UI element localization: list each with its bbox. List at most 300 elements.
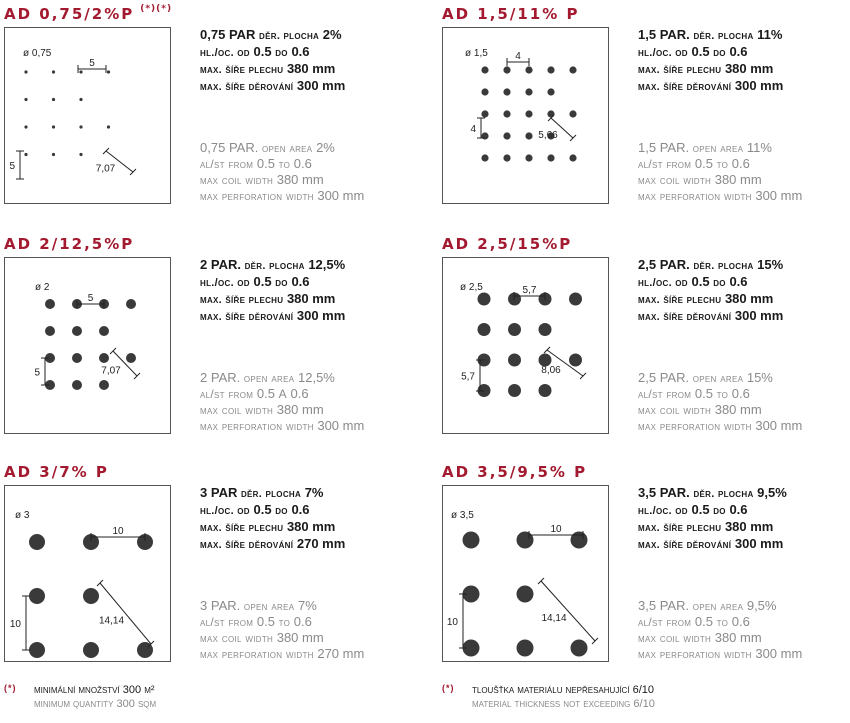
- hole: [45, 326, 55, 336]
- spec-material-line: [200, 156, 364, 172]
- hole: [29, 534, 45, 550]
- coil-width-label: max. šíře plechu: [638, 522, 722, 534]
- thickness-from: 0.5: [253, 44, 272, 59]
- spec-coil-line: [638, 291, 783, 308]
- perforation-width-value: 300 mm: [734, 78, 784, 93]
- hole: [503, 66, 510, 73]
- footnote: [4, 684, 404, 714]
- perforation-diagram: [4, 485, 171, 662]
- hole: [481, 132, 488, 139]
- perforation-width-value: 270 mm: [296, 536, 346, 551]
- perforation-width-value: 300 mm: [734, 536, 784, 551]
- thickness-from: 0.5: [691, 274, 710, 289]
- thickness-from: 0.5: [256, 386, 275, 401]
- spec-par-line: [638, 140, 802, 156]
- panel-title-text: AD 2,5/15%P: [442, 235, 573, 253]
- spec-par-line: [638, 370, 802, 386]
- perforation-width-value: 300 mm: [296, 78, 346, 93]
- spec-coil-line: [638, 61, 783, 78]
- spec-material-line: [638, 274, 783, 291]
- spec-english: [638, 140, 802, 204]
- thickness-to-label: do: [275, 47, 288, 59]
- spec-czech: [200, 485, 345, 553]
- hole: [525, 132, 532, 139]
- pitch-label: 5: [87, 293, 94, 304]
- spec-material-line: [638, 44, 783, 61]
- hole: [107, 70, 110, 73]
- spec-material-line: [638, 386, 802, 402]
- thickness-to: 0.6: [731, 156, 750, 171]
- par-label: PAR.: [210, 598, 241, 613]
- footnote-mark: (*): [442, 683, 455, 693]
- par-label: PAR.: [659, 140, 690, 155]
- open-area-value: 15%: [746, 370, 773, 385]
- thickness-from: 0.5: [256, 614, 275, 629]
- panel-title: [4, 5, 172, 23]
- hole: [24, 153, 27, 156]
- par-value: 1,5: [638, 140, 657, 155]
- perforation-diagram: [442, 485, 609, 662]
- panel-title-footnote-mark: (*)(*): [140, 4, 173, 14]
- diameter-label: ø 2: [35, 282, 50, 293]
- open-area-label: open area: [692, 371, 744, 385]
- par-value: 2: [200, 370, 208, 385]
- thickness-from: 0.5: [694, 386, 713, 401]
- diagonal-label: 7,07: [101, 365, 121, 377]
- spec-material-line: [638, 614, 802, 630]
- spec-par-line: [638, 485, 787, 502]
- spec-par-line: [200, 598, 364, 614]
- hole-pattern: [443, 486, 608, 661]
- vertical-label: 10: [446, 617, 458, 628]
- hole: [547, 88, 554, 95]
- hole: [547, 110, 554, 117]
- hole: [79, 125, 82, 128]
- panel-title-text: AD 0,75/2%P: [4, 5, 135, 23]
- thickness-to: 0.6: [290, 386, 309, 401]
- spec-czech: [200, 257, 345, 325]
- pitch-label: 5,7: [522, 285, 537, 296]
- spec-par-line: [200, 27, 345, 44]
- par-label: PAR.: [659, 485, 690, 500]
- thickness-to: 0.6: [291, 502, 310, 517]
- hole: [508, 384, 521, 397]
- thickness-to: 0.6: [293, 614, 312, 629]
- material-label: al/st from: [200, 387, 254, 401]
- thickness-from: 0.5: [253, 274, 272, 289]
- spec-par-line: [200, 257, 345, 274]
- perforation-diagram: [442, 27, 609, 204]
- hole: [481, 110, 488, 117]
- hole: [83, 588, 99, 604]
- footnote-english: material thickness not exceeding 6/10: [472, 698, 655, 710]
- hole: [52, 98, 55, 101]
- perforation-diagram: [4, 257, 171, 434]
- hole: [52, 125, 55, 128]
- perforation-width-label: max perforation width: [200, 647, 314, 661]
- perforation-width-label: max. šíře děrování: [638, 311, 732, 323]
- coil-width-value: 380 mm: [714, 402, 762, 417]
- thickness-from: 0.5: [256, 156, 275, 171]
- par-value: 3,5: [638, 598, 657, 613]
- open-area-label: open area: [243, 371, 295, 385]
- hole: [525, 88, 532, 95]
- hole-pattern: [5, 486, 170, 661]
- spec-coil-line: [200, 519, 345, 536]
- pitch-label: 4: [515, 51, 521, 62]
- open-area-label: open area: [692, 599, 744, 613]
- open-area-value: 2%: [322, 27, 342, 42]
- thickness-to-label: do: [713, 505, 726, 517]
- diameter-label: ø 3,5: [451, 510, 474, 521]
- spec-czech: [200, 27, 345, 95]
- hole: [503, 88, 510, 95]
- thickness-from: 0.5: [691, 44, 710, 59]
- thickness-to-label: to: [278, 615, 291, 629]
- vertical-label: 4: [470, 124, 476, 135]
- par-value: 2,5: [638, 257, 657, 272]
- hole: [571, 640, 588, 657]
- thickness-to: 0.6: [729, 274, 748, 289]
- perforation-width-value: 300 mm: [734, 308, 784, 323]
- spec-english: [200, 370, 364, 434]
- diameter-label: ø 1,5: [465, 48, 488, 59]
- spec-material-line: [200, 386, 364, 402]
- par-label: PAR.: [659, 27, 690, 42]
- spec-par-line: [200, 140, 364, 156]
- thickness-to: 0.6: [293, 156, 312, 171]
- hole: [107, 125, 110, 128]
- diagonal-label: 8,06: [541, 365, 561, 376]
- hole: [79, 153, 82, 156]
- thickness-to: 0.6: [729, 502, 748, 517]
- spec-perf-line: [200, 308, 345, 325]
- par-value: 3: [200, 598, 208, 613]
- spec-coil-line: [200, 172, 364, 188]
- spec-perf-line: [638, 536, 787, 553]
- panel-title: [442, 235, 572, 253]
- hole: [517, 640, 534, 657]
- hole-pattern: [443, 28, 608, 203]
- thickness-to: 0.6: [729, 44, 748, 59]
- coil-width-value: 380 mm: [714, 630, 762, 645]
- hole: [481, 66, 488, 73]
- thickness-to-label: do: [713, 277, 726, 289]
- hole: [478, 323, 491, 336]
- thickness-to: 0.6: [291, 274, 310, 289]
- perforation-width-label: max perforation width: [638, 189, 752, 203]
- hole: [83, 642, 99, 658]
- hole: [508, 323, 521, 336]
- hole: [508, 354, 521, 367]
- open-area-value: 2%: [316, 140, 335, 155]
- hole: [503, 110, 510, 117]
- panel-title-text: AD 2/12,5%P: [4, 235, 135, 253]
- diagonal-label: 5,66: [538, 130, 558, 141]
- par-value: 3: [200, 485, 208, 500]
- spec-perf-line: [200, 536, 345, 553]
- perforation-width-value: 300 mm: [755, 646, 803, 661]
- hole-pattern: [443, 258, 608, 433]
- par-value: 1,5: [638, 27, 657, 42]
- hole: [517, 586, 534, 603]
- spec-material-line: [638, 502, 787, 519]
- open-area-value: 7%: [298, 598, 317, 613]
- par-label: PAR.: [210, 370, 241, 385]
- thickness-to-label: to: [278, 157, 291, 171]
- coil-width-label: max. šíře plechu: [638, 294, 722, 306]
- hole: [24, 98, 27, 101]
- spec-perf-line: [638, 646, 802, 662]
- hole: [72, 380, 82, 390]
- hole: [547, 66, 554, 73]
- hole: [478, 293, 491, 306]
- thickness-from: 0.5: [253, 502, 272, 517]
- pitch-label: 10: [112, 526, 124, 537]
- perforation-width-value: 270 mm: [317, 646, 365, 661]
- diagonal-label: 7,07: [95, 163, 116, 175]
- pitch-label: 10: [550, 524, 562, 535]
- hole: [503, 154, 510, 161]
- hole: [29, 642, 45, 658]
- spec-english: [638, 598, 802, 662]
- hole: [525, 110, 532, 117]
- coil-width-label: max. šíře plechu: [200, 522, 284, 534]
- coil-width-label: max coil width: [638, 403, 712, 417]
- spec-coil-line: [200, 402, 364, 418]
- open-area-value: 11%: [757, 27, 783, 42]
- hole: [569, 66, 576, 73]
- vertical-label: 5: [34, 367, 40, 379]
- hole: [99, 380, 109, 390]
- perforation-width-label: max. šíře děrování: [200, 81, 294, 93]
- hole: [24, 70, 27, 73]
- material-label: hl./oc. od: [200, 277, 250, 289]
- hole: [547, 154, 554, 161]
- coil-width-value: 380 mm: [276, 630, 324, 645]
- par-label: PAR: [228, 27, 256, 42]
- thickness-to-label: do: [275, 277, 288, 289]
- diagonal-dimension-line: [100, 583, 151, 644]
- panel-title-text: AD 3,5/9,5% P: [442, 463, 588, 481]
- par-value: 2: [200, 257, 208, 272]
- perforation-width-label: max. šíře děrování: [638, 81, 732, 93]
- coil-width-label: max. šíře plechu: [200, 64, 284, 76]
- spec-par-line: [638, 257, 783, 274]
- par-value: 3,5: [638, 485, 657, 500]
- perforation-width-label: max perforation width: [638, 647, 752, 661]
- spec-coil-line: [200, 630, 364, 646]
- hole: [517, 532, 534, 549]
- spec-perf-line: [200, 188, 364, 204]
- coil-width-value: 380 mm: [286, 519, 336, 534]
- footnote: [442, 684, 842, 714]
- spec-czech: [638, 485, 787, 553]
- hole: [481, 154, 488, 161]
- thickness-to: 0.6: [731, 614, 750, 629]
- open-area-label: děr. plocha: [244, 260, 305, 272]
- material-label: al/st from: [638, 387, 692, 401]
- open-area-label: děr. plocha: [259, 30, 320, 42]
- coil-width-value: 380 mm: [714, 172, 762, 187]
- coil-width-value: 380 mm: [276, 172, 324, 187]
- open-area-label: open area: [692, 141, 744, 155]
- spec-english: [638, 370, 802, 434]
- hole: [45, 299, 55, 309]
- coil-width-value: 380 mm: [724, 61, 774, 76]
- open-area-value: 15%: [757, 257, 784, 272]
- open-area-label: děr. plocha: [240, 488, 302, 500]
- hole: [79, 70, 82, 73]
- spec-material-line: [200, 44, 345, 61]
- footnote-czech: tloušťka materiálu nepřesahující 6/10: [472, 684, 655, 696]
- perforation-width-label: max perforation width: [638, 419, 752, 433]
- hole: [525, 154, 532, 161]
- open-area-value: 12,5%: [308, 257, 346, 272]
- thickness-to: 0.6: [731, 386, 750, 401]
- spec-perf-line: [200, 78, 345, 95]
- perforation-width-label: max perforation width: [200, 419, 314, 433]
- open-area-value: 9,5%: [746, 598, 777, 613]
- hole: [539, 323, 552, 336]
- perforation-width-value: 300 mm: [317, 188, 365, 203]
- open-area-value: 11%: [746, 140, 772, 155]
- hole: [126, 299, 136, 309]
- par-label: PAR.: [210, 257, 241, 272]
- open-area-value: 9,5%: [757, 485, 787, 500]
- spec-czech: [638, 27, 783, 95]
- diagonal-dimension-line: [541, 581, 595, 641]
- thickness-from: 0.5: [694, 156, 713, 171]
- par-value: 0,75: [200, 140, 226, 155]
- footnote-english: minimum quantity 300 sqm: [34, 698, 157, 710]
- diagonal-label: 14,14: [541, 613, 567, 624]
- material-label: hl./oc. od: [200, 505, 250, 517]
- thickness-from: 0.5: [694, 614, 713, 629]
- coil-width-label: max. šíře plechu: [638, 64, 722, 76]
- spec-perf-line: [638, 78, 783, 95]
- perforation-width-value: 300 mm: [317, 418, 365, 433]
- par-value: 0,75: [200, 27, 226, 42]
- par-label: PAR.: [659, 598, 690, 613]
- perforation-width-label: max. šíře děrování: [638, 539, 732, 551]
- thickness-to-label: do: [275, 505, 288, 517]
- par-value: 2,5: [638, 370, 657, 385]
- open-area-label: open area: [243, 599, 295, 613]
- spec-coil-line: [200, 61, 345, 78]
- footnote-czech: minimální množství 300 m²: [34, 684, 155, 696]
- diagonal-label: 14,14: [98, 615, 125, 627]
- hole: [52, 70, 55, 73]
- panel-title: [442, 463, 587, 481]
- spec-material-line: [200, 502, 345, 519]
- open-area-label: děr. plocha: [693, 30, 754, 42]
- perforation-width-label: max. šíře děrování: [200, 311, 294, 323]
- perforation-width-value: 300 mm: [755, 418, 803, 433]
- material-label: hl./oc. od: [638, 277, 688, 289]
- spec-perf-line: [638, 418, 802, 434]
- par-label: PAR.: [659, 257, 690, 272]
- thickness-to-label: to: [716, 387, 729, 401]
- open-area-value: 7%: [304, 485, 324, 500]
- panel-title-text: AD 3/7% P: [4, 463, 109, 481]
- par-label: PAR.: [228, 140, 259, 155]
- thickness-to-label: do: [713, 47, 726, 59]
- spec-material-line: [200, 274, 345, 291]
- material-label: al/st from: [200, 157, 254, 171]
- panel-title: [4, 235, 134, 253]
- hole: [52, 153, 55, 156]
- spec-perf-line: [638, 188, 802, 204]
- thickness-to-label: A: [278, 387, 287, 401]
- hole: [481, 88, 488, 95]
- hole: [24, 125, 27, 128]
- spec-coil-line: [638, 519, 787, 536]
- coil-width-value: 380 mm: [724, 519, 774, 534]
- footnote-mark: (*): [4, 683, 17, 693]
- hole: [525, 66, 532, 73]
- diameter-label: ø 2,5: [460, 282, 483, 293]
- vertical-label: 5: [9, 161, 15, 172]
- open-area-label: děr. plocha: [693, 488, 754, 500]
- perforation-width-value: 300 mm: [755, 188, 803, 203]
- coil-width-label: max coil width: [638, 631, 712, 645]
- panel-title: [4, 463, 109, 481]
- hole: [569, 110, 576, 117]
- open-area-value: 12,5%: [298, 370, 335, 385]
- spec-par-line: [200, 370, 364, 386]
- spec-czech: [638, 257, 783, 325]
- open-area-label: open area: [261, 141, 313, 155]
- hole: [99, 326, 109, 336]
- spec-perf-line: [638, 308, 783, 325]
- perforation-width-label: max. šíře děrování: [200, 539, 294, 551]
- vertical-label: 5,7: [461, 371, 475, 383]
- material-label: hl./oc. od: [200, 47, 250, 59]
- spec-english: [200, 140, 364, 204]
- hole: [503, 132, 510, 139]
- material-label: hl./oc. od: [638, 47, 688, 59]
- material-label: al/st from: [200, 615, 254, 629]
- spec-par-line: [200, 485, 345, 502]
- hole: [126, 353, 136, 363]
- coil-width-value: 380 mm: [286, 291, 336, 306]
- spec-material-line: [200, 614, 364, 630]
- spec-coil-line: [638, 630, 802, 646]
- material-label: al/st from: [638, 615, 692, 629]
- par-label: PAR.: [659, 370, 690, 385]
- panel-title-text: AD 1,5/11% P: [442, 5, 580, 23]
- spec-coil-line: [638, 402, 802, 418]
- perforation-diagram: [442, 257, 609, 434]
- hole-pattern: [5, 28, 170, 203]
- perforation-diagram: [4, 27, 171, 204]
- thickness-to-label: to: [716, 615, 729, 629]
- coil-width-value: 380 mm: [286, 61, 336, 76]
- open-area-label: děr. plocha: [693, 260, 754, 272]
- hole: [571, 532, 588, 549]
- vertical-label: 10: [9, 619, 21, 630]
- perforation-width-value: 300 mm: [296, 308, 346, 323]
- spec-coil-line: [638, 172, 802, 188]
- coil-width-value: 380 mm: [276, 402, 324, 417]
- hole: [463, 532, 480, 549]
- spec-coil-line: [200, 291, 345, 308]
- thickness-from: 0.5: [691, 502, 710, 517]
- hole: [79, 98, 82, 101]
- coil-width-label: max coil width: [200, 173, 274, 187]
- coil-width-value: 380 mm: [724, 291, 774, 306]
